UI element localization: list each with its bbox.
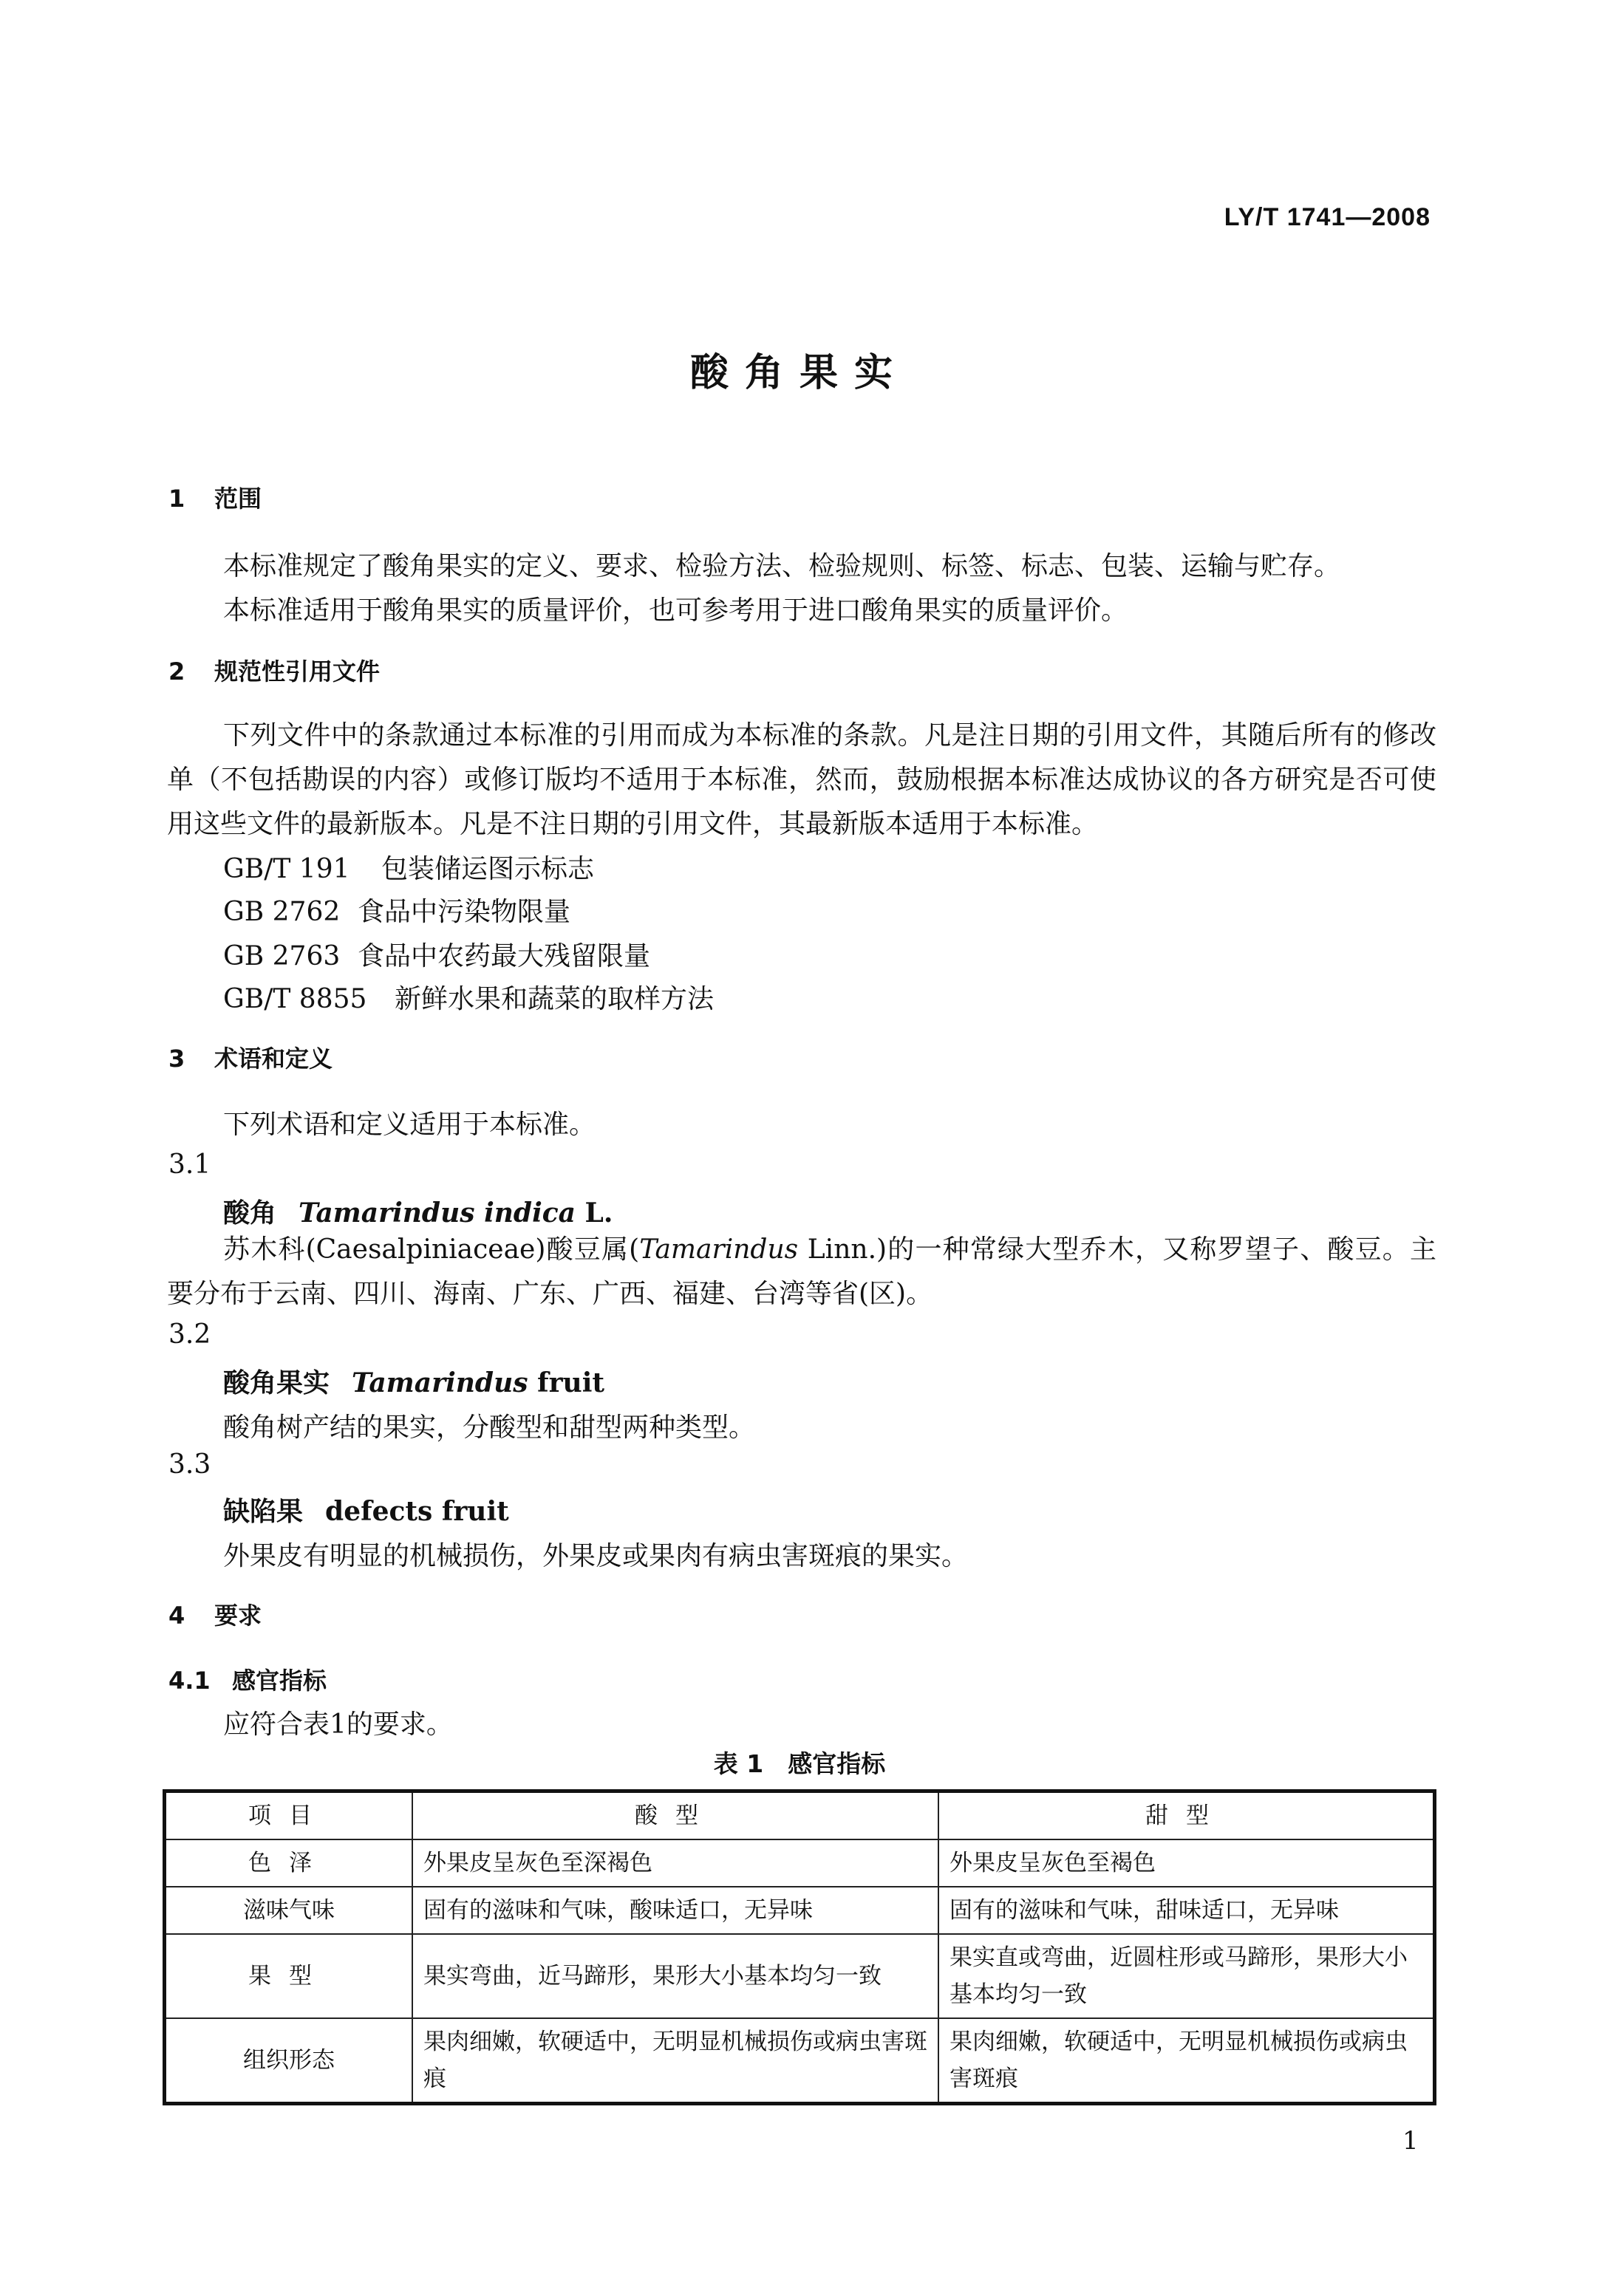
reference-item <box>223 935 650 973</box>
definition-latin: Tamarindus <box>639 1234 799 1265</box>
table-cell: 果实弯曲，近马蹄形，果形大小基本均匀一致 <box>412 1934 938 2018</box>
table-header-cell: 项目 <box>165 1791 413 1840</box>
page-number: 1 <box>1402 2126 1419 2156</box>
section-title: 范围 <box>214 485 262 513</box>
term-number: 3.1 <box>168 1149 211 1180</box>
paragraph: 下列文件中的条款通过本标准的引用而成为本标准的条款。凡是注日期的引用文件，其随后所有的修改单（不包括勘误的内容）或修订版均不适用于本标准，然而，鼓励根据本标准达成协议的各方研究是否可使用这些文件的最新版本。凡是不注日期的引用文件，其最新版本适用于本标准。 <box>167 720 1436 839</box>
term-chinese: 缺陷果 <box>223 1497 304 1527</box>
term-heading <box>223 1192 613 1230</box>
term-suffix: L. <box>576 1197 613 1229</box>
definition-part: 苏木科(Caesalpiniaceae)酸豆属( <box>223 1234 640 1265</box>
term-english <box>352 1367 604 1398</box>
standard-number: LY/T 1741—2008 <box>1224 203 1431 231</box>
term-number: 3.3 <box>168 1449 211 1480</box>
section-number: 1 <box>168 485 185 513</box>
table-row <box>165 1934 1435 2018</box>
definition-part: Linn.)的一种常绿大型乔木，又称罗望子、酸豆。主要分布于云南、四川、海南、广东、广西、福建、台湾等省(区)。 <box>167 1234 1436 1309</box>
reference-name: 包装储运图示标志 <box>381 854 595 884</box>
table-row <box>165 2018 1435 2104</box>
reference-name: 食品中污染物限量 <box>358 897 571 927</box>
reference-code: GB/T 191 <box>223 854 350 884</box>
section-4-heading <box>168 1597 262 1631</box>
table-cell: 组织形态 <box>165 2018 413 2104</box>
term-latin: Tamarindus <box>352 1367 528 1398</box>
subsection-number: 4.1 <box>168 1667 211 1695</box>
section-title: 要求 <box>214 1602 262 1630</box>
table-cell: 外果皮呈灰色至褐色 <box>938 1839 1435 1887</box>
document-title: 酸角果实 <box>689 351 909 395</box>
reference-item <box>223 978 714 1016</box>
table-caption: 表 1 感官指标 <box>713 1749 886 1778</box>
reference-name: 新鲜水果和蔬菜的取样方法 <box>395 984 715 1014</box>
section-number: 2 <box>168 657 185 686</box>
term-heading <box>223 1362 604 1400</box>
table-cell: 果肉细嫩，软硬适中，无明显机械损伤或病虫害斑痕 <box>938 2018 1435 2104</box>
table-cell: 固有的滋味和气味，甜味适口，无异味 <box>938 1887 1435 1934</box>
table-cell: 果型 <box>165 1934 413 2018</box>
table-row <box>165 1887 1435 1934</box>
term-number: 3.2 <box>168 1319 211 1350</box>
table-cell: 果实直或弯曲，近圆柱形或马蹄形，果形大小基本均匀一致 <box>938 1934 1435 2018</box>
table-cell: 外果皮呈灰色至深褐色 <box>412 1839 938 1887</box>
table-cell: 果肉细嫩，软硬适中，无明显机械损伤或病虫害斑痕 <box>412 2018 938 2104</box>
table-header-cell: 甜型 <box>938 1791 1435 1840</box>
term-chinese: 酸角 <box>223 1198 277 1229</box>
table-header-cell: 酸型 <box>412 1791 938 1840</box>
term-english <box>299 1197 613 1229</box>
term-english: defects fruit <box>325 1496 509 1527</box>
table-cell: 滋味气味 <box>165 1887 413 1934</box>
sensory-table <box>163 1789 1436 2105</box>
term-definition <box>167 1228 1436 1316</box>
table-cell: 色泽 <box>165 1839 413 1887</box>
reference-code: GB 2762 <box>223 897 341 927</box>
paragraph: 本标准规定了酸角果实的定义、要求、检验方法、检验规则、标签、标志、包装、运输与贮存。 <box>223 551 1341 581</box>
term-suffix: fruit <box>528 1367 605 1398</box>
section-number: 3 <box>168 1045 185 1073</box>
section-number: 4 <box>168 1602 185 1630</box>
subsection-title: 感官指标 <box>232 1667 327 1695</box>
term-definition: 酸角树产结的果实，分酸型和甜型两种类型。 <box>223 1412 756 1443</box>
term-definition: 外果皮有明显的机械损伤，外果皮或果肉有病虫害斑痕的果实。 <box>223 1541 969 1571</box>
term-latin: Tamarindus indica <box>299 1197 576 1229</box>
term-heading <box>223 1491 509 1528</box>
reference-code: GB/T 8855 <box>223 984 367 1014</box>
reference-name: 食品中农药最大残留限量 <box>358 941 651 971</box>
reference-item <box>223 891 570 929</box>
subsection-4-1-heading <box>168 1662 327 1696</box>
table-cell: 固有的滋味和气味，酸味适口，无异味 <box>412 1887 938 1934</box>
term-chinese: 酸角果实 <box>223 1368 330 1398</box>
paragraph: 应符合表1的要求。 <box>223 1709 453 1740</box>
section-1-heading <box>168 480 262 514</box>
reference-item <box>223 848 594 886</box>
section-title: 规范性引用文件 <box>214 657 381 686</box>
section-title: 术语和定义 <box>214 1045 333 1073</box>
section-3-heading <box>168 1040 333 1074</box>
section-2-heading <box>168 653 380 687</box>
paragraph: 下列术语和定义适用于本标准。 <box>223 1110 596 1140</box>
reference-code: GB 2763 <box>223 941 341 971</box>
table-row <box>165 1839 1435 1887</box>
table-header-row <box>165 1791 1435 1840</box>
paragraph: 本标准适用于酸角果实的质量评价，也可参考用于进口酸角果实的质量评价。 <box>223 595 1128 626</box>
